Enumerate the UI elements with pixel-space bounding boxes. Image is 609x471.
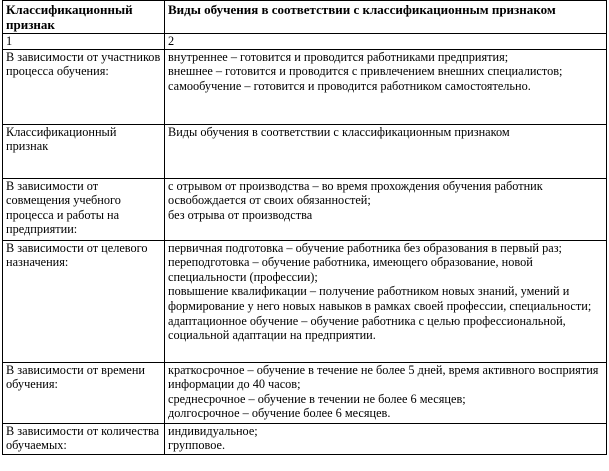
column-number-1: 1 (3, 34, 165, 50)
type-item: среднесрочное – обучение в течении не более 6 месяцев; (168, 391, 466, 406)
header-criterion: Классификационный признак (3, 1, 165, 34)
row-types (165, 240, 607, 362)
type-item: групповое. (168, 438, 226, 453)
type-item: внешнее – готовится и проводится с привлечением внешних специалистов; (168, 64, 563, 79)
row-types (165, 178, 607, 240)
type-item: внутреннее – готовится и проводится работниками предприятия; (168, 49, 509, 64)
type-item: долгосрочное – обучение более 6 месяцев. (168, 406, 391, 421)
table-row (3, 178, 607, 240)
table-header-row (3, 1, 607, 34)
row-criterion: В зависимости от времени обучения: (3, 362, 165, 423)
training-classification-table (2, 0, 607, 455)
table-row (3, 124, 607, 178)
type-item: индивидуальное; (168, 423, 258, 438)
type-item: первичная подготовка – обучение работника без образования в первый раз; (168, 240, 562, 255)
row-types (165, 423, 607, 454)
row-types (165, 362, 607, 423)
type-item: без отрыва от производства (168, 207, 313, 222)
row-criterion: В зависимости от количества обучаемых: (3, 423, 165, 454)
row-criterion: В зависимости от целевого назначения: (3, 240, 165, 362)
header-types: Виды обучения в соответствии с классификационным признаком (165, 1, 607, 34)
column-number-2: 2 (165, 34, 607, 50)
type-item: с отрывом от производства – во время прохождения обучения работник освобождается от своих обязанностей; (168, 178, 543, 208)
type-item: самообучение – готовится и проводится работником самостоятельно. (168, 78, 531, 93)
table-row (3, 362, 607, 423)
type-item: адаптационное обучение – обучение работника с целью профессиональной, социальной адаптации на предприятии. (168, 313, 566, 343)
table-row (3, 240, 607, 362)
table-row (3, 49, 607, 124)
numbering-row (3, 34, 607, 50)
type-item: повышение квалификации – получение работником новых знаний, умений и формирование у него новых навыков в рамках своей профессии, специальности; (168, 284, 592, 313)
type-item: Виды обучения в соответствии с классификационным признаком (168, 124, 510, 139)
type-item: переподготовка – обучение работника, имеющего образование, новой специальности (профессии); (168, 255, 533, 284)
row-criterion: Классификационный признак (3, 124, 165, 178)
row-criterion: В зависимости от совмещения учебного процесса и работы на предприятии: (3, 178, 165, 240)
row-types (165, 49, 607, 124)
type-item: краткосрочное – обучение в течение не более 5 дней, время активного восприятия информации до 40 часов; (168, 362, 599, 392)
row-types (165, 124, 607, 178)
table-row (3, 423, 607, 454)
row-criterion: В зависимости от участников процесса обучения: (3, 49, 165, 124)
